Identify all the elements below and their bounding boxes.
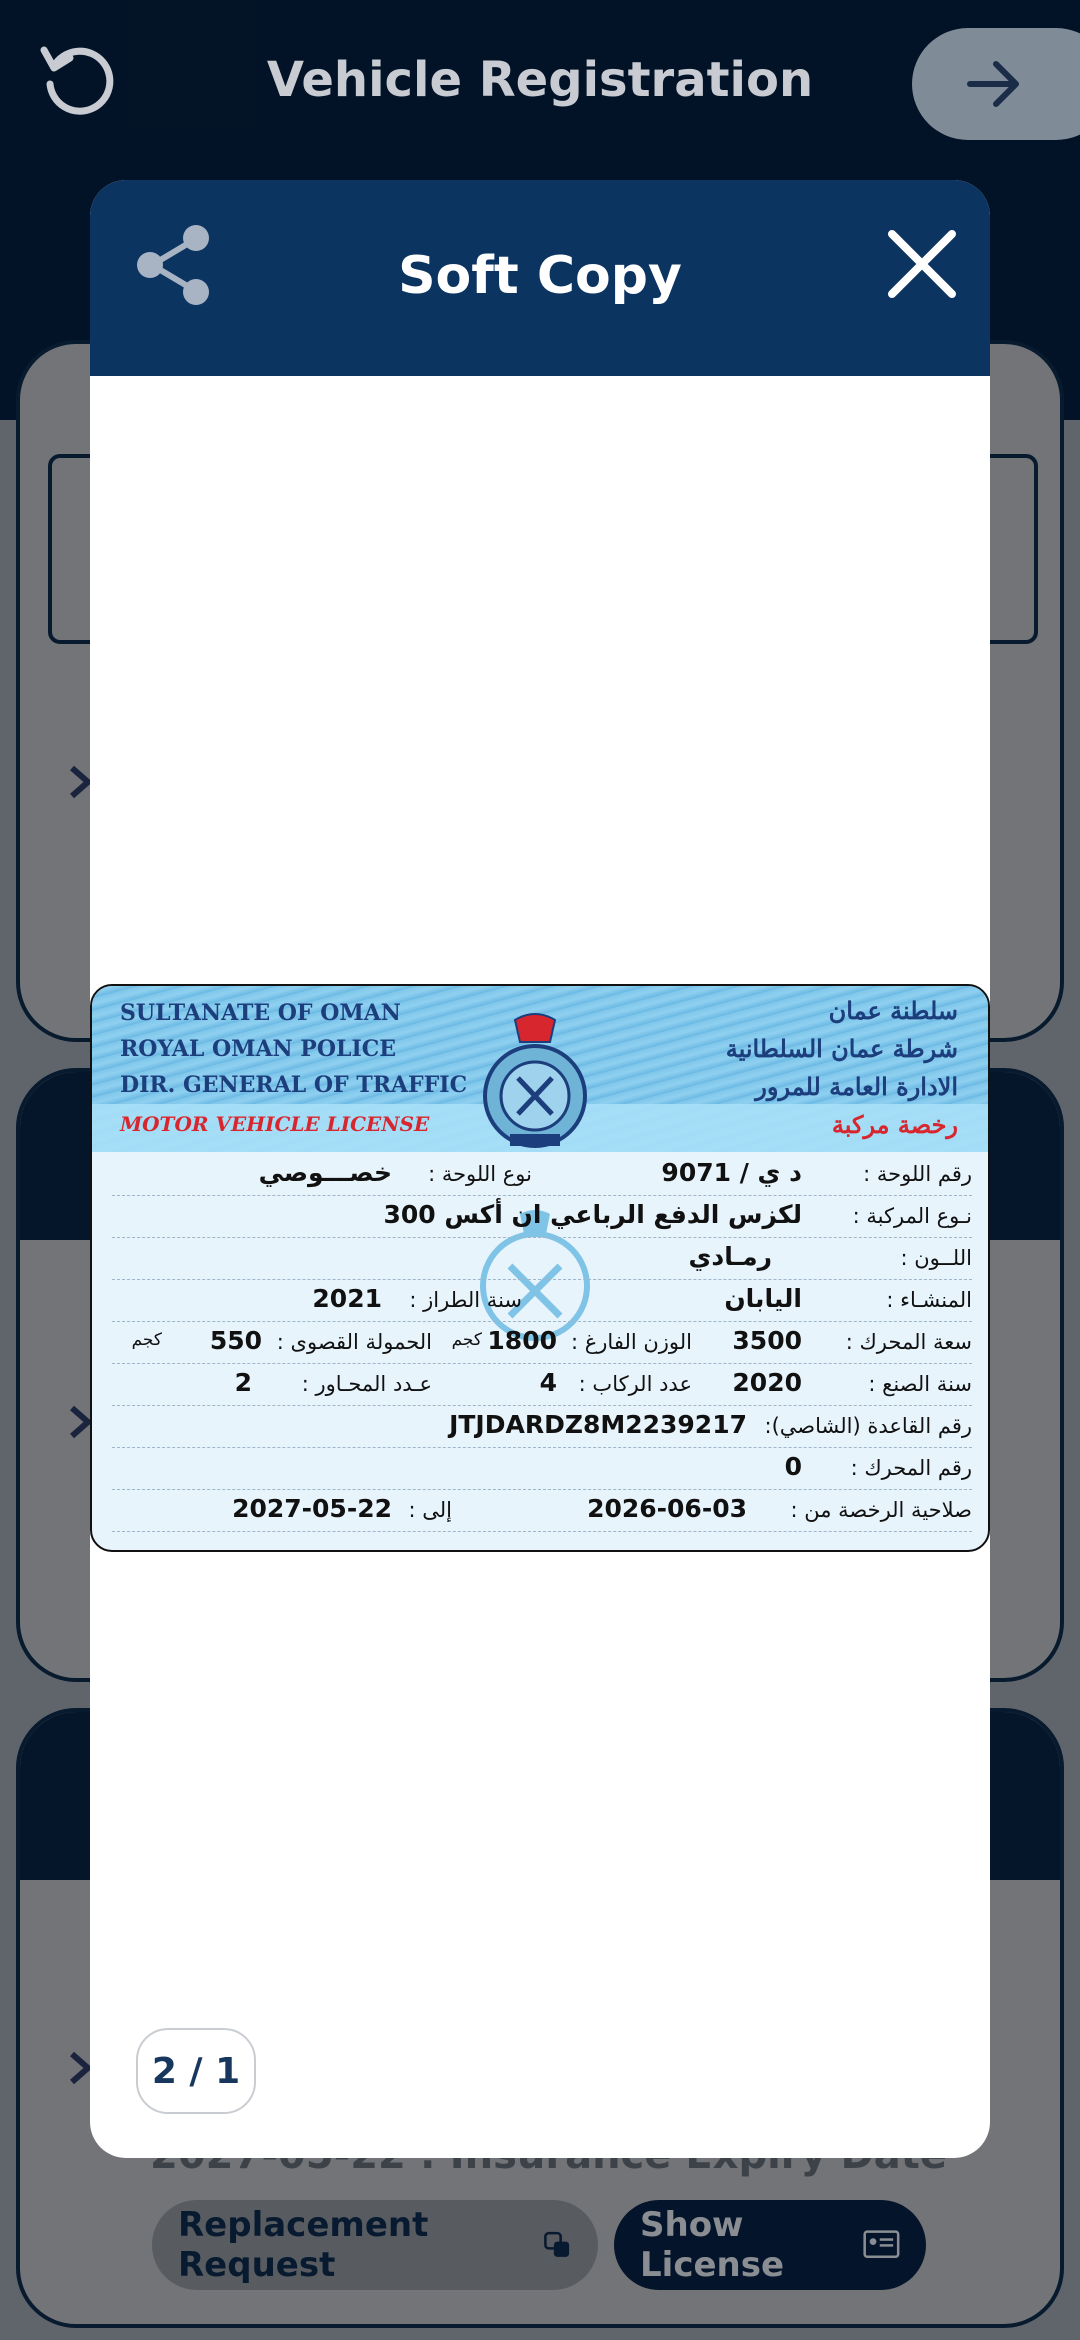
engine-capacity-label: سعة المحرك : <box>845 1330 972 1354</box>
row-plate <box>112 1154 972 1196</box>
license-en-line4: MOTOR VEHICLE LICENSE <box>120 1112 430 1136</box>
replacement-request-label: Replacement Request <box>178 2205 429 2285</box>
axles-label: عـدد المحـاور : <box>301 1372 432 1396</box>
chassis-label: رقم القاعدة (الشاصي): <box>764 1414 972 1438</box>
origin-label: المنشـاء : <box>886 1288 972 1312</box>
page-indicator: 2 / 1 <box>136 2028 256 2114</box>
show-license-label: Show License <box>640 2205 785 2285</box>
license-en-line3: DIR. GENERAL OF TRAFFIC <box>120 1072 468 1098</box>
row-chassis <box>112 1406 972 1448</box>
origin-value: اليابان <box>724 1284 802 1313</box>
mfg-year-value: 2020 <box>732 1368 802 1397</box>
plate-no-label: رقم اللوحة : <box>863 1162 972 1186</box>
validity-to-label: إلى : <box>408 1498 452 1522</box>
row-engine-weight <box>112 1322 972 1364</box>
modal-header <box>90 180 990 376</box>
plate-type-label: نوع اللوحة : <box>428 1162 532 1186</box>
color-label: اللــون : <box>900 1246 972 1270</box>
kg-unit-1: كجم <box>451 1330 482 1350</box>
vehicle-type-label: نـوع المركبة : <box>852 1204 972 1228</box>
engine-capacity-value: 3500 <box>732 1326 802 1355</box>
plate-no-value: د ي / 9071 <box>661 1158 802 1187</box>
max-load-value: 550 <box>209 1326 262 1355</box>
license-ar-line4: رخصة مركبة <box>831 1110 958 1139</box>
empty-weight-value: 1800 <box>487 1326 557 1355</box>
vehicle-license-card <box>90 984 990 1552</box>
license-ar-line2: شرطة عمان السلطانية <box>725 1034 958 1063</box>
passengers-value: 4 <box>539 1368 557 1397</box>
chassis-value: JTJDARDZ8M2239217 <box>449 1410 747 1439</box>
row-mfg <box>112 1364 972 1406</box>
license-en-line2: ROYAL OMAN POLICE <box>120 1036 397 1062</box>
refresh-icon[interactable] <box>34 36 120 122</box>
mfg-year-label: سنة الصنع : <box>868 1372 972 1396</box>
color-value: رمـادي <box>688 1242 772 1271</box>
empty-weight-label: الوزن الفارغ : <box>571 1330 692 1354</box>
axles-value: 2 <box>234 1368 252 1397</box>
model-year-label: سنة الطراز : <box>409 1288 522 1312</box>
next-button[interactable] <box>912 28 1080 140</box>
close-icon[interactable] <box>882 224 962 304</box>
kg-unit-2: كجم <box>131 1330 162 1350</box>
arrow-right-icon <box>962 52 1026 116</box>
app-title: Vehicle Registration <box>266 52 814 108</box>
model-year-value: 2021 <box>312 1284 382 1313</box>
license-en-line1: SULTANATE OF OMAN <box>120 1000 401 1026</box>
row-vehicle-type <box>112 1196 972 1238</box>
row-origin <box>112 1280 972 1322</box>
row-engine-no <box>112 1448 972 1490</box>
police-emblem-icon <box>470 1008 600 1158</box>
row-color <box>112 1238 972 1280</box>
license-ar-line3: الادارة العامة للمرور <box>755 1072 958 1101</box>
validity-label: صلاحية الرخصة من : <box>790 1498 972 1522</box>
soft-copy-modal <box>90 180 990 2158</box>
passengers-label: عدد الركاب : <box>578 1372 692 1396</box>
vehicle-type-value: لكزس الدفع الرباعي ان أكس 300 <box>383 1200 802 1229</box>
license-header-band <box>92 986 990 1152</box>
engine-no-label: رقم المحرك : <box>850 1456 972 1480</box>
plate-type-value: خصـــوصي <box>258 1158 392 1187</box>
modal-title: Soft Copy <box>398 246 682 306</box>
license-ar-line1: سلطنة عمان <box>828 996 958 1025</box>
validity-from-value: 2026-06-03 <box>587 1494 747 1523</box>
row-validity <box>112 1490 972 1532</box>
engine-no-value: 0 <box>784 1452 802 1481</box>
max-load-label: الحمولة القصوى : <box>276 1330 432 1354</box>
validity-to-value: 2027-05-22 <box>232 1494 392 1523</box>
